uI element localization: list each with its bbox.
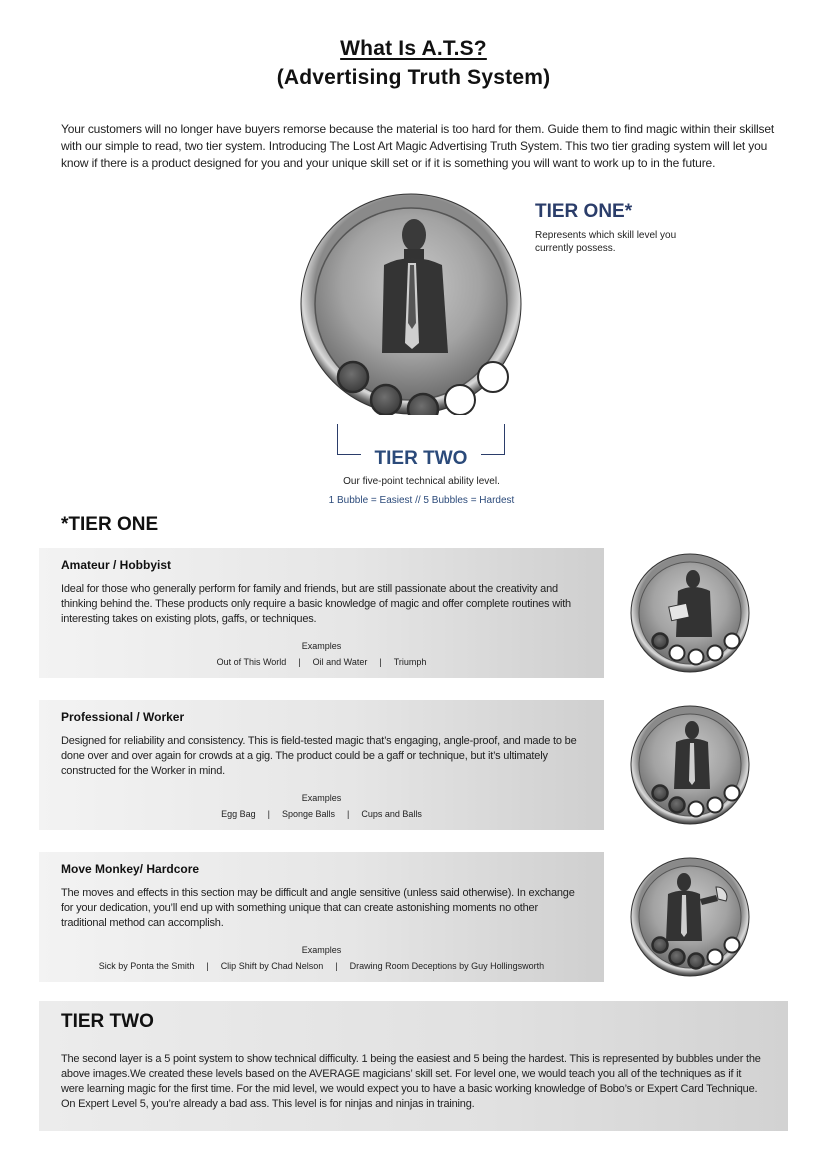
bubble-empty <box>338 362 368 392</box>
bubble-filled <box>478 362 508 392</box>
tier-two-description: Our five-point technical ability level. <box>343 476 500 487</box>
page-subtitle: (Advertising Truth System) <box>276 66 551 89</box>
examples-list: Egg Bag | Sponge Balls | Cups and Balls <box>221 809 422 819</box>
example-item: Oil and Water <box>312 657 368 667</box>
example-item: Cups and Balls <box>361 809 422 819</box>
bubble-empty <box>670 798 685 813</box>
ats-emblem-hero <box>300 193 522 415</box>
tier-two-scale: 1 Bubble = Easiest // 5 Bubbles = Hardest <box>328 495 515 506</box>
examples-list: Sick by Ponta the Smith | Clip Shift by Chad Nelson | Drawing Room Deceptions by Guy Hollingsworth <box>98 961 545 971</box>
bubble-filled <box>725 786 740 801</box>
emblem-hardcore <box>630 857 750 977</box>
bubble-empty <box>670 950 685 965</box>
card-body: Designed for reliability and consistency. This is field-tested magic that’s engaging, angle-proof, and made to be done over and over again for crowds at a gig. The product could be a gaff or technique, but it’s ultimately constructed for the Worker in mind. <box>61 735 577 777</box>
tier-one-heading: *TIER ONE <box>61 514 159 535</box>
bubble-empty <box>371 385 401 415</box>
skill-card-amateur <box>39 548 604 678</box>
example-item: Triumph <box>393 657 427 667</box>
bubble-empty <box>408 394 438 415</box>
bubble-filled <box>708 646 723 661</box>
examples-label: Examples <box>301 945 342 955</box>
bubble-empty <box>653 786 668 801</box>
tier-two-label: TIER TWO <box>361 448 481 470</box>
example-item: Egg Bag <box>221 809 256 819</box>
card-title: Amateur / Hobbyist <box>61 558 172 572</box>
bubble-empty <box>653 938 668 953</box>
card-title: Professional / Worker <box>61 710 185 724</box>
tier-one-description: Represents which skill level you currently possess. <box>535 230 677 254</box>
examples-label: Examples <box>301 793 342 803</box>
tier-two-section <box>39 1001 788 1131</box>
skill-card-professional <box>39 700 604 830</box>
emblem-amateur <box>630 553 750 673</box>
bubble-filled <box>725 938 740 953</box>
bubble-empty <box>689 954 704 969</box>
bubble-filled <box>725 634 740 649</box>
examples-list: Out of This World | Oil and Water | Triumph <box>216 657 427 667</box>
bubble-empty <box>653 634 668 649</box>
bubble-filled <box>689 802 704 817</box>
skill-card-hardcore <box>39 852 604 982</box>
tier-two-heading: TIER TWO <box>61 1011 154 1032</box>
examples-label: Examples <box>301 641 342 651</box>
example-item: Out of This World <box>216 657 287 667</box>
card-title: Move Monkey/ Hardcore <box>61 862 200 876</box>
tier-one-label: TIER ONE* <box>535 201 633 222</box>
bubble-filled <box>708 798 723 813</box>
bubble-filled <box>708 950 723 965</box>
example-item: Sick by Ponta the Smith <box>98 961 195 971</box>
page-title: What Is A.T.S? <box>340 37 487 60</box>
intro-paragraph: Your customers will no longer have buyers remorse because the material is too hard for them. Guide them to find magic within their skillset with our simple to read, two tier system. Introducing The Lost Art Magic Advertising Truth System. This two tier grading system will let you know if there is a product designed for you and your unique skill set or if it is something you will want to work up to in the future. <box>61 122 775 170</box>
card-body: Ideal for those who generally perform for family and friends, but are still passionate about the creativity and thinking behind the. These products only require a basic knowledge of magic and offer complete routines with interesting takes on existing plots, gaffs, or techniques. <box>61 583 571 625</box>
bubble-filled <box>689 650 704 665</box>
emblem-professional <box>630 705 750 825</box>
example-item: Clip Shift by Chad Nelson <box>220 961 324 971</box>
tier-two-body: The second layer is a 5 point system to show technical difficulty. 1 being the easiest and 5 being the hardest. This is represented by bubbles under the above images.We created these levels based on the AVERAGE magicians’ skill set. For level one, we would teach you all of the techniques as if it were learning magic for the first time. For the mid level, we would expect you to have a basic working knowledge of Bobo’s or Expert Card Technique. On Expert Level 5, you’re already a bad ass. This level is for ninjas and ninjas in training. <box>61 1053 761 1110</box>
example-item: Sponge Balls <box>281 809 336 819</box>
bubble-filled <box>670 646 685 661</box>
bubble-filled <box>445 385 475 415</box>
example-item: Drawing Room Deceptions by Guy Hollingsworth <box>349 961 545 971</box>
card-body: The moves and effects in this section may be difficult and angle sensitive (unless said otherwise). In exchange for your dedication, you’ll end up with something unique that can create astonishing moments no other traditional method can accomplish. <box>61 887 575 929</box>
